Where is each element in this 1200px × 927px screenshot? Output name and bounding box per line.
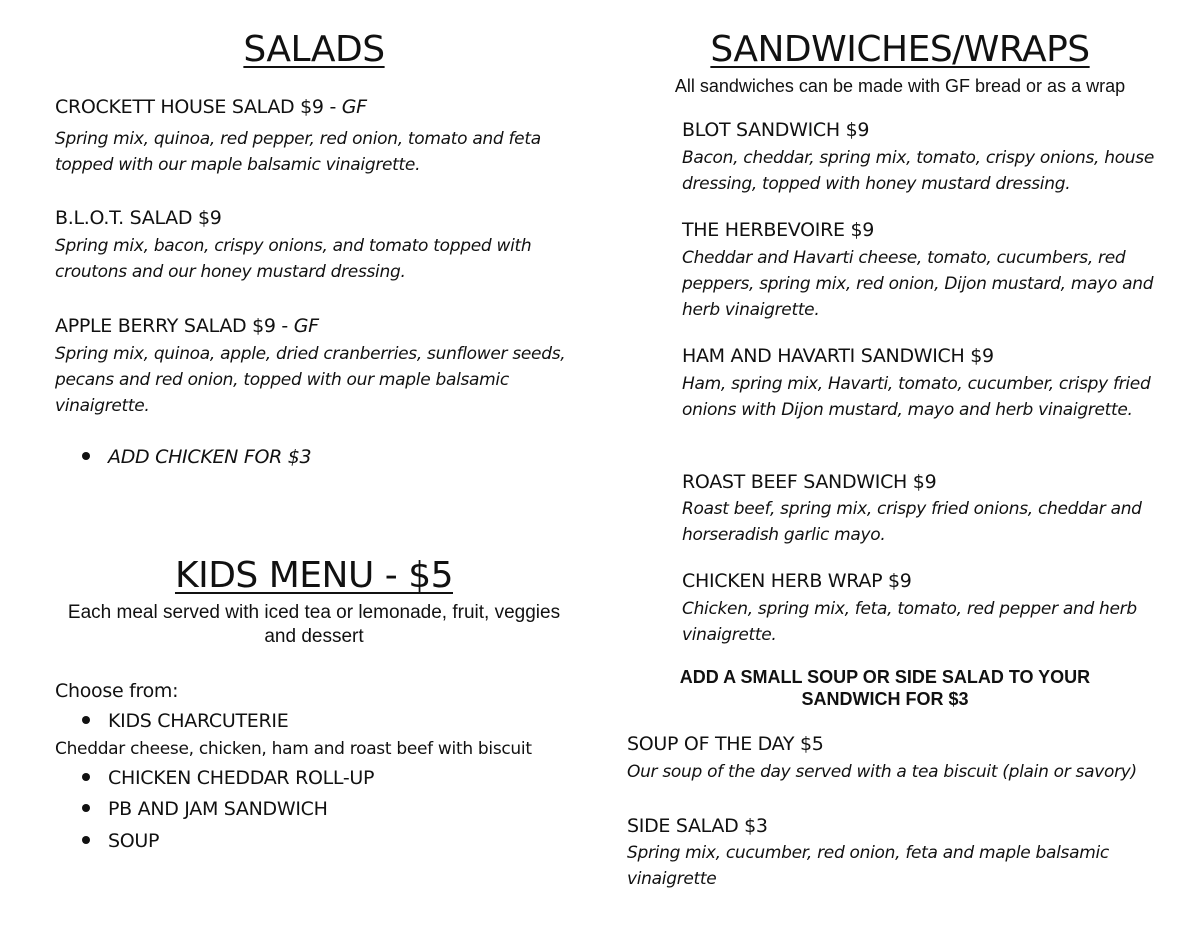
gf-tag: GF (293, 315, 319, 337)
salad-item-title (55, 314, 319, 338)
salad-item-name: CROCKETT HOUSE SALAD $9 - (55, 96, 342, 118)
salad-addon-text: ADD CHICKEN FOR $3 (108, 446, 312, 468)
salads-title: SALADS (243, 29, 385, 70)
bullet-icon (82, 452, 90, 460)
kids-option-name: PB AND JAM SANDWICH (108, 798, 328, 820)
kids-option-note: Cheddar cheese, chicken, ham and roast beef with biscuit (55, 739, 532, 759)
salad-item-name: APPLE BERRY SALAD $9 - (55, 315, 294, 337)
salad-item-title: B.L.O.T. SALAD $9 (55, 207, 222, 229)
side-item-title: SOUP OF THE DAY $5 (627, 733, 824, 755)
sandwich-addon-note: ADD A SMALL SOUP OR SIDE SALAD TO YOUR SANDWICH FOR $3 (679, 667, 1091, 709)
sandwich-item-title: HAM AND HAVARTI SANDWICH $9 (682, 345, 994, 367)
sandwich-item-description: Roast beef, spring mix, crispy fried onions, cheddar and horseradish garlic mayo. (682, 499, 1142, 545)
side-item-title: SIDE SALAD $3 (627, 815, 768, 837)
sandwich-item-description: Cheddar and Havarti cheese, tomato, cucumbers, red peppers, spring mix, red onion, Dijon mustard, mayo and herb vinaigrette. (682, 248, 1154, 320)
sandwich-item-title: CHICKEN HERB WRAP $9 (682, 570, 912, 592)
kids-option (82, 766, 374, 790)
bullet-icon (82, 773, 90, 781)
sandwich-item-title: THE HERBEVOIRE $9 (682, 219, 875, 241)
salad-addon (82, 445, 311, 469)
sandwich-item-title: ROAST BEEF SANDWICH $9 (682, 471, 937, 493)
kids-option-name: KIDS CHARCUTERIE (108, 710, 289, 732)
kids-option-name: SOUP (108, 830, 160, 852)
salad-item-description: Spring mix, bacon, crispy onions, and tomato topped with croutons and our honey mustard dressing. (55, 236, 532, 282)
bullet-icon (82, 804, 90, 812)
sandwich-item-description: Bacon, cheddar, spring mix, tomato, crispy onions, house dressing, topped with honey mustard dressing. (682, 148, 1155, 194)
sandwich-item-title: BLOT SANDWICH $9 (682, 119, 870, 141)
bullet-icon (82, 836, 90, 844)
side-item-description: Spring mix, cucumber, red onion, feta and maple balsamic vinaigrette (627, 843, 1109, 889)
salad-item-title (55, 95, 367, 119)
bullet-icon (82, 716, 90, 724)
kids-option (82, 709, 288, 733)
gf-tag: GF (341, 96, 367, 118)
kids-menu-title: KIDS MENU - $5 (174, 555, 453, 596)
salad-item-description: Spring mix, quinoa, red pepper, red onion, tomato and feta topped with our maple balsamic vinaigrette. (55, 129, 541, 175)
side-item-description: Our soup of the day served with a tea biscuit (plain or savory) (627, 762, 1137, 782)
sandwiches-subtitle: All sandwiches can be made with GF bread or as a wrap (674, 76, 1126, 96)
sandwich-item-description: Ham, spring mix, Havarti, tomato, cucumber, crispy fried onions with Dijon mustard, mayo and herb vinaigrette. (682, 374, 1151, 420)
kids-menu-subtitle: Each meal served with iced tea or lemonade, fruit, veggies and dessert (67, 602, 561, 647)
kids-choose-label: Choose from: (55, 680, 179, 702)
kids-option-name: CHICKEN CHEDDAR ROLL-UP (108, 767, 375, 789)
kids-option (82, 829, 159, 853)
sandwiches-title: SANDWICHES/WRAPS (710, 29, 1090, 70)
salad-item-description: Spring mix, quinoa, apple, dried cranberries, sunflower seeds, pecans and red onion, topped with our maple balsamic vinaigrette. (55, 344, 566, 416)
kids-option (82, 797, 328, 821)
sandwich-item-description: Chicken, spring mix, feta, tomato, red pepper and herb vinaigrette. (682, 599, 1137, 645)
